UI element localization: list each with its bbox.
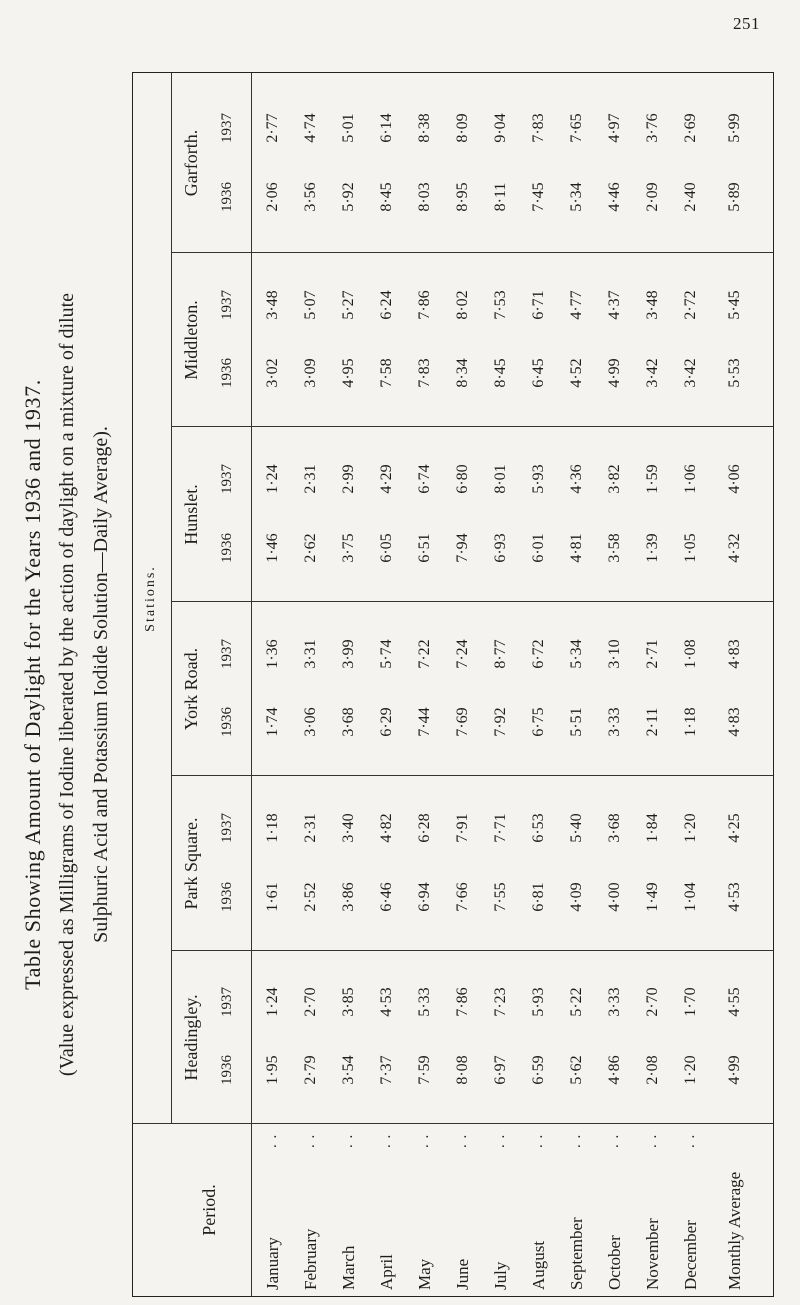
leader-dots: . . [416, 1133, 432, 1148]
value-cell: 4·46 [606, 182, 623, 212]
value-cell: 8·08 [454, 1055, 471, 1085]
value-cell: 1·95 [264, 1055, 281, 1085]
value-cell: 6·93 [492, 533, 509, 563]
value-cell: 1·20 [682, 1055, 699, 1085]
value-cell: 1·46 [264, 533, 281, 563]
value-cell: 3·33 [606, 707, 623, 737]
value-cell: 9·04 [492, 113, 509, 143]
average-cell: 4·83 [726, 707, 743, 737]
value-cell: 3·76 [644, 113, 661, 143]
caption-title: Table Showing Amount of Daylight for the Years 1936 and 1937. [20, 379, 45, 990]
value-cell: 7·94 [454, 533, 471, 563]
value-cell: 1·36 [264, 639, 281, 669]
value-cell: 7·65 [568, 113, 585, 143]
value-cell: 4·82 [378, 813, 395, 843]
value-cell: 7·23 [492, 987, 509, 1017]
value-cell: 5·62 [568, 1055, 585, 1085]
period-label: August [529, 1240, 548, 1290]
value-cell: 1·39 [644, 533, 661, 563]
value-cell: 8·45 [492, 358, 509, 388]
value-cell: 1·20 [682, 813, 699, 843]
value-cell: 7·91 [454, 813, 471, 843]
value-cell: 2·72 [682, 290, 699, 320]
station-rule-3 [171, 775, 773, 776]
station-rule-2 [171, 950, 773, 951]
value-cell: 2·71 [644, 639, 661, 669]
value-cell: 7·59 [416, 1055, 433, 1085]
value-cell: 3·40 [340, 813, 357, 843]
value-cell: 1·24 [264, 987, 281, 1017]
period-column-rule [133, 1123, 773, 1124]
value-cell: 8·34 [454, 358, 471, 388]
value-cell: 2·06 [264, 182, 281, 212]
year-1936: 1936 [219, 882, 235, 912]
leader-dots: . . [568, 1133, 584, 1148]
value-cell: 4·53 [378, 987, 395, 1017]
value-cell: 6·46 [378, 882, 395, 912]
value-cell: 4·37 [606, 290, 623, 320]
leader-dots: . . [606, 1133, 622, 1148]
value-cell: 1·49 [644, 882, 661, 912]
period-label: Monthly Average [725, 1171, 744, 1290]
value-cell: 4·95 [340, 358, 357, 388]
value-cell: 3·99 [340, 639, 357, 669]
stations-header-rule [171, 73, 172, 1124]
value-cell: 6·72 [530, 639, 547, 669]
value-cell: 2·31 [302, 813, 319, 843]
value-cell: 7·44 [416, 707, 433, 737]
year-1937: 1937 [219, 813, 235, 843]
value-cell: 8·45 [378, 182, 395, 212]
value-cell: 1·18 [264, 813, 281, 843]
station-rule-5 [171, 426, 773, 427]
value-cell: 3·48 [264, 290, 281, 320]
value-cell: 2·77 [264, 113, 281, 143]
value-cell: 3·86 [340, 882, 357, 912]
period-label: September [567, 1217, 586, 1290]
value-cell: 2·69 [682, 113, 699, 143]
value-cell: 6·94 [416, 882, 433, 912]
value-cell: 2·70 [302, 987, 319, 1017]
station-rule-4 [171, 601, 773, 602]
value-cell: 8·11 [492, 182, 509, 212]
value-cell: 2·08 [644, 1055, 661, 1085]
value-cell: 5·40 [568, 813, 585, 843]
value-cell: 8·03 [416, 182, 433, 212]
average-cell: 5·89 [726, 182, 743, 212]
value-cell: 4·36 [568, 464, 585, 494]
value-cell: 3·02 [264, 358, 281, 388]
period-label: March [339, 1245, 358, 1290]
value-cell: 3·06 [302, 707, 319, 737]
year-1937: 1937 [219, 987, 235, 1017]
value-cell: 5·34 [568, 639, 585, 669]
rotated-table-page [8, 72, 788, 1297]
average-cell: 4·55 [726, 987, 743, 1017]
year-1937: 1937 [219, 113, 235, 143]
value-cell: 7·83 [416, 358, 433, 388]
value-cell: 6·28 [416, 813, 433, 843]
value-cell: 5·93 [530, 987, 547, 1017]
value-cell: 1·84 [644, 813, 661, 843]
value-cell: 6·97 [492, 1055, 509, 1085]
value-cell: 6·05 [378, 533, 395, 563]
value-cell: 2·11 [644, 707, 661, 737]
value-cell: 7·58 [378, 358, 395, 388]
value-cell: 3·75 [340, 533, 357, 563]
value-cell: 2·99 [340, 464, 357, 494]
value-cell: 4·77 [568, 290, 585, 320]
value-cell: 3·10 [606, 639, 623, 669]
value-cell: 2·40 [682, 182, 699, 212]
value-cell: 8·77 [492, 639, 509, 669]
caption-subtitle-line-1: (Value expressed as Milligrams of Iodine liberated by the action of daylight on a mixture of dilute [56, 292, 78, 1077]
value-cell: 7·86 [454, 987, 471, 1017]
station-garforth: Garforth. [181, 129, 201, 197]
leader-dots: . . [302, 1133, 318, 1148]
period-label: April [377, 1254, 396, 1290]
value-cell: 6·81 [530, 882, 547, 912]
value-cell: 6·51 [416, 533, 433, 563]
station-park-square: Park Square. [181, 817, 201, 910]
value-cell: 1·74 [264, 707, 281, 737]
leader-dots: . . [340, 1133, 356, 1148]
value-cell: 7·66 [454, 882, 471, 912]
value-cell: 2·70 [644, 987, 661, 1017]
value-cell: 7·71 [492, 813, 509, 843]
average-cell: 4·53 [726, 882, 743, 912]
value-cell: 4·74 [302, 113, 319, 143]
station-rule-6 [171, 252, 773, 253]
value-cell: 7·24 [454, 639, 471, 669]
value-cell: 7·53 [492, 290, 509, 320]
value-cell: 8·38 [416, 113, 433, 143]
value-cell: 1·08 [682, 639, 699, 669]
value-cell: 1·06 [682, 464, 699, 494]
daylight-table [132, 72, 774, 1297]
year-1937: 1937 [219, 464, 235, 494]
value-cell: 7·92 [492, 707, 509, 737]
value-cell: 1·24 [264, 464, 281, 494]
value-cell: 5·01 [340, 113, 357, 143]
value-cell: 3·48 [644, 290, 661, 320]
leader-dots: . . [682, 1133, 698, 1148]
value-cell: 3·85 [340, 987, 357, 1017]
value-cell: 7·55 [492, 882, 509, 912]
value-cell: 8·09 [454, 113, 471, 143]
value-cell: 1·59 [644, 464, 661, 494]
station-york-road: York Road. [181, 647, 201, 731]
value-cell: 3·68 [606, 813, 623, 843]
value-cell: 6·71 [530, 290, 547, 320]
value-cell: 6·45 [530, 358, 547, 388]
leader-dots: . . [378, 1133, 394, 1148]
period-label: June [453, 1258, 472, 1290]
value-cell: 6·01 [530, 533, 547, 563]
value-cell: 4·29 [378, 464, 395, 494]
value-cell: 3·09 [302, 358, 319, 388]
leader-dots: . . [492, 1133, 508, 1148]
leader-dots: . . [530, 1133, 546, 1148]
leader-dots: . . [644, 1133, 660, 1148]
value-cell: 5·51 [568, 707, 585, 737]
year-1936: 1936 [219, 533, 235, 563]
value-cell: 8·02 [454, 290, 471, 320]
value-cell: 5·07 [302, 290, 319, 320]
value-cell: 3·42 [682, 358, 699, 388]
value-cell: 4·86 [606, 1055, 623, 1085]
value-cell: 6·29 [378, 707, 395, 737]
value-cell: 6·14 [378, 113, 395, 143]
value-cell: 4·52 [568, 358, 585, 388]
period-label: May [415, 1258, 434, 1290]
caption-subtitle-line-2: Sulphuric Acid and Potassium Iodide Solution—Daily Average). [90, 426, 112, 943]
value-cell: 3·31 [302, 639, 319, 669]
year-1936: 1936 [219, 1055, 235, 1085]
value-cell: 8·01 [492, 464, 509, 494]
period-label: July [491, 1261, 510, 1290]
value-cell: 3·68 [340, 707, 357, 737]
value-cell: 4·97 [606, 113, 623, 143]
value-cell: 8·95 [454, 182, 471, 212]
value-cell: 1·05 [682, 533, 699, 563]
value-cell: 5·74 [378, 639, 395, 669]
period-header: Period. [199, 1184, 219, 1236]
value-cell: 3·58 [606, 533, 623, 563]
period-label: December [681, 1220, 700, 1290]
average-cell: 4·32 [726, 533, 743, 563]
station-hunslet: Hunslet. [181, 484, 201, 545]
value-cell: 5·34 [568, 182, 585, 212]
value-cell: 1·18 [682, 707, 699, 737]
value-cell: 2·79 [302, 1055, 319, 1085]
value-cell: 6·75 [530, 707, 547, 737]
year-1936: 1936 [219, 707, 235, 737]
value-cell: 3·54 [340, 1055, 357, 1085]
period-label: January [263, 1237, 282, 1290]
value-cell: 7·83 [530, 113, 547, 143]
average-cell: 4·99 [726, 1055, 743, 1085]
value-cell: 7·86 [416, 290, 433, 320]
value-cell: 5·22 [568, 987, 585, 1017]
value-cell: 2·62 [302, 533, 319, 563]
value-cell: 7·69 [454, 707, 471, 737]
value-cell: 3·56 [302, 182, 319, 212]
period-label: October [605, 1235, 624, 1290]
value-cell: 4·99 [606, 358, 623, 388]
value-cell: 6·59 [530, 1055, 547, 1085]
average-cell: 5·99 [726, 113, 743, 143]
value-cell: 2·52 [302, 882, 319, 912]
value-cell: 5·92 [340, 182, 357, 212]
average-cell: 4·25 [726, 813, 743, 843]
year-1937: 1937 [219, 290, 235, 320]
average-cell: 4·83 [726, 639, 743, 669]
table-caption [16, 72, 118, 1297]
value-cell: 2·31 [302, 464, 319, 494]
year-1936: 1936 [219, 182, 235, 212]
average-cell: 5·45 [726, 290, 743, 320]
value-cell: 1·04 [682, 882, 699, 912]
stations-header: Stations. [143, 565, 158, 632]
header-bottom-rule [251, 73, 252, 1296]
value-cell: 5·93 [530, 464, 547, 494]
value-cell: 4·81 [568, 533, 585, 563]
value-cell: 3·42 [644, 358, 661, 388]
value-cell: 1·61 [264, 882, 281, 912]
value-cell: 7·37 [378, 1055, 395, 1085]
station-middleton: Middleton. [181, 300, 201, 380]
value-cell: 7·22 [416, 639, 433, 669]
value-cell: 6·24 [378, 290, 395, 320]
year-1937: 1937 [219, 639, 235, 669]
value-cell: 3·33 [606, 987, 623, 1017]
value-cell: 3·82 [606, 464, 623, 494]
value-cell: 2·09 [644, 182, 661, 212]
value-cell: 6·74 [416, 464, 433, 494]
period-label: February [301, 1228, 320, 1290]
leader-dots: . . [454, 1133, 470, 1148]
value-cell: 5·33 [416, 987, 433, 1017]
average-cell: 5·53 [726, 358, 743, 388]
page-number: 251 [733, 14, 760, 33]
value-cell: 5·27 [340, 290, 357, 320]
value-cell: 7·45 [530, 182, 547, 212]
value-cell: 4·00 [606, 882, 623, 912]
average-cell: 4·06 [726, 464, 743, 494]
leader-dots: . . [264, 1133, 280, 1148]
period-label: November [643, 1218, 662, 1290]
year-1936: 1936 [219, 358, 235, 388]
value-cell: 1·70 [682, 987, 699, 1017]
value-cell: 4·09 [568, 882, 585, 912]
station-headingley: Headingley. [181, 994, 201, 1081]
value-cell: 6·53 [530, 813, 547, 843]
value-cell: 6·80 [454, 464, 471, 494]
